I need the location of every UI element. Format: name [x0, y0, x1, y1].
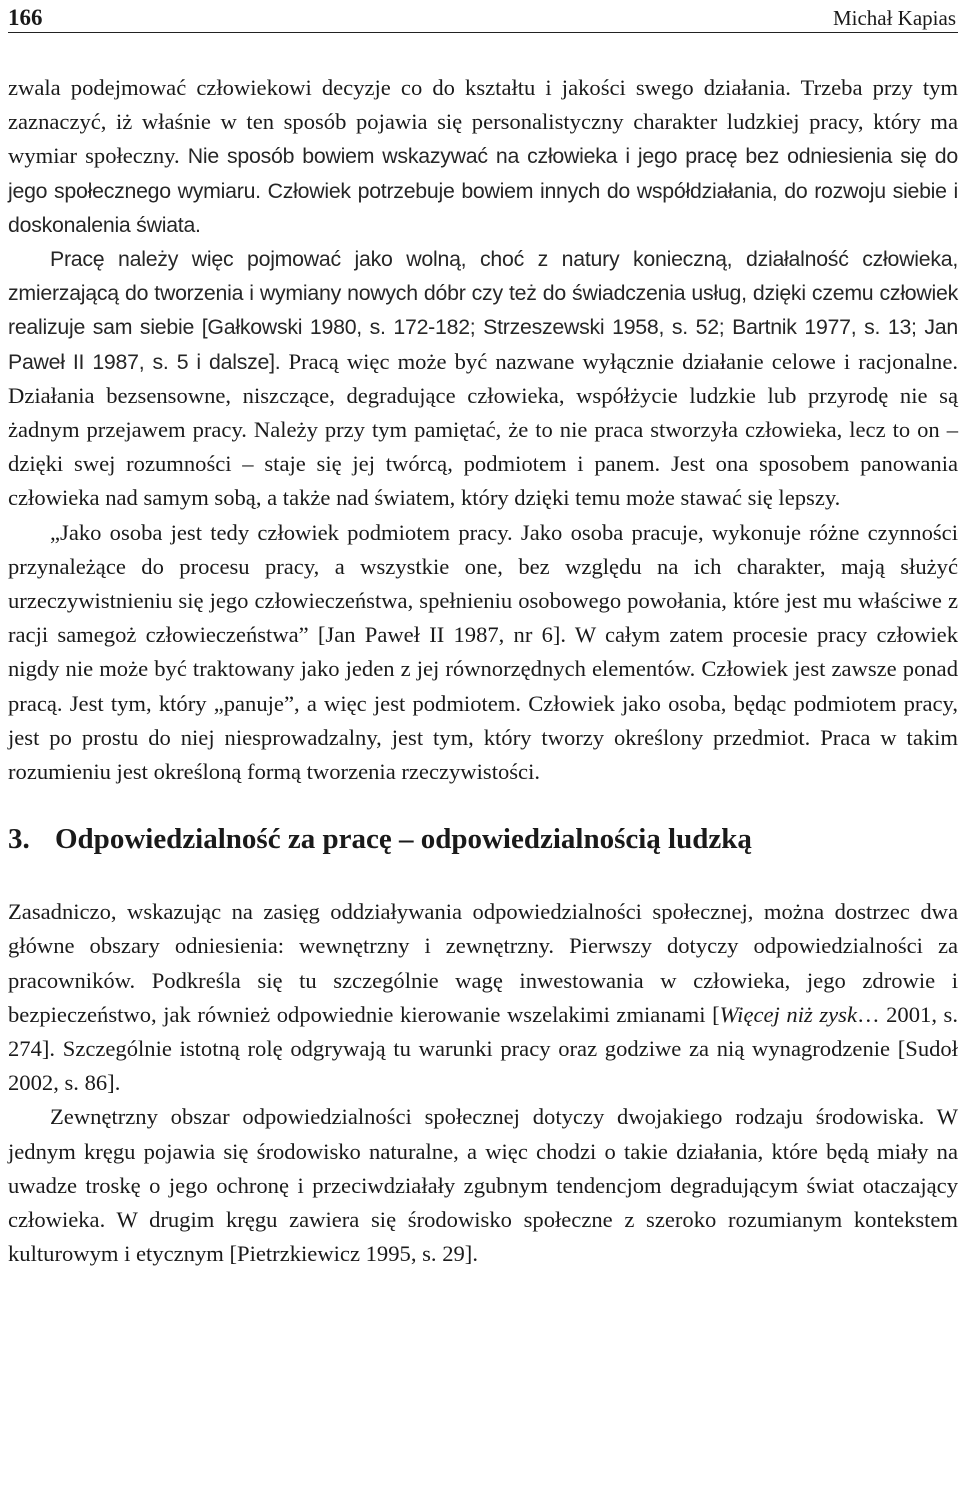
page-number: 166: [8, 5, 43, 30]
cited-title: Więcej niż zysk: [719, 1001, 857, 1027]
section-paragraph-1: [8, 895, 958, 1100]
paragraph-3: „Jako osoba jest tedy człowiek podmiotem pracy. Jako osoba pracuje, wykonuje różne czynności przynależące do procesu pracy, a wszystkie one, bez względu na ich charakter, mają służyć urzeczywistnieniu się jego człowieczeństwa, spełnieniu osobowego powołania, które jest mu właściwe z racji samegoż człowieczeństwa” [Jan Paweł II 1987, nr 6]. W całym zatem procesie pracy człowiek nigdy nie może być traktowany jako jeden z jej równorzędnych elementów. Człowiek jest zawsze ponad pracą. Jest tym, który „panuje”, a więc jest podmiotem. Człowiek jako osoba, będąc podmiotem pracy, jest po prostu do niej niesprowadzalny, jest tym, który tworzy określony przedmiot. Praca w takim rozumieniu jest określoną formą tworzenia rzeczywistości.: [8, 519, 958, 785]
paragraph-2-part-a: Pracę należy więc pojmować jako wolną, choć z natury konieczną, działalność człowieka, zmierzającą do tworzenia i wymiany nowych dóbr czy też do świadczenia usług, dzięki czemu człowiek realizuje sam siebie [Gałkowski 1980, s. 172-182; Strzeszewski 1958, s. 52; Bartnik 1977, s. 13; Jan Paweł II 1987, s. 5 i dalsze].: [8, 247, 958, 374]
paragraph-2: [8, 242, 958, 516]
paragraph-1-part-a: zwala podejmować człowiekowi decyzje co do kształtu i jakości swego działania. Trzeba przy tym zaznaczyć, iż właśnie w ten sposób pojawia się personalistyczny charakter ludzkiej pracy, który ma wymiar społeczny.: [8, 75, 958, 169]
section-paragraph-2: Zewnętrzny obszar odpowiedzialności społecznej dotyczy dwojakiego rodzaju środowiska. W jednym kręgu pojawia się środowisko naturalne, a więc chodzi o takie działania, które będą miały na uwadze troskę o jego ochronę i przeciwdziałały zgubnym tendencjom degradującym świat otaczający człowieka. W drugim kręgu zawiera się środowisko społeczne z szeroko rozumianym kontekstem kulturowym i etycznym [Pietrzkiewicz 1995, s. 29].: [8, 1104, 958, 1267]
document-page: [8, 0, 958, 1491]
body-text: [8, 71, 958, 789]
paragraph-1-part-b: Nie sposób bowiem wskazywać na człowieka i jego pracę bez odniesienia się do jego społecznego wymiaru. Człowiek potrzebuje bowiem innych do współdziałania, do rozwoju siebie i doskonalenia świata.: [8, 144, 958, 237]
paragraph-2-part-b: Pracą więc może być nazwane wyłącznie działanie celowe i racjonalne. Działania bezsensowne, niszczące, degradujące człowieka, współżycie ludzkie lub przyrodę nie są żadnym przejawem pracy. Należy przy tym pamiętać, że to nie praca stworzyła człowieka, lecz to on – dzięki swej rozumności – staje się jej twórcą, podmiotem i panem. Jest ona sposobem panowania człowieka nad samym sobą, a także nad światem, który dzięki temu może stawać się lepszy.: [8, 348, 958, 511]
section-paragraph-1-part-b: … 2001, s. 274]. Szczególnie istotną rolę odgrywają tu warunki pracy oraz godziwe za nią wynagrodzenie [Sudoł 2002, s. 86].: [8, 1001, 958, 1096]
section-body: [8, 895, 958, 1271]
paragraph-1: [8, 71, 958, 242]
section-title: Odpowiedzialność za pracę – odpowiedzialnością ludzką: [55, 823, 752, 856]
section-number: 3.: [8, 823, 30, 856]
section-paragraph-1-part-a: Zasadniczo, wskazując na zasięg oddziaływania odpowiedzialności społecznej, można dostrzec dwa główne obszary odniesienia: wewnętrzny i zewnętrzny. Pierwszy dotyczy odpowiedzialności za pracowników. Podkreśla się tu szczególnie wagę inwestowania w człowieka, jego zdrowie i bezpieczeństwo, jak również odpowiednie kierowanie wszelakimi zmianami [: [8, 899, 958, 1027]
running-header: [8, 0, 958, 33]
author-name: Michał Kapias: [832, 6, 956, 30]
section-heading: [8, 821, 958, 857]
